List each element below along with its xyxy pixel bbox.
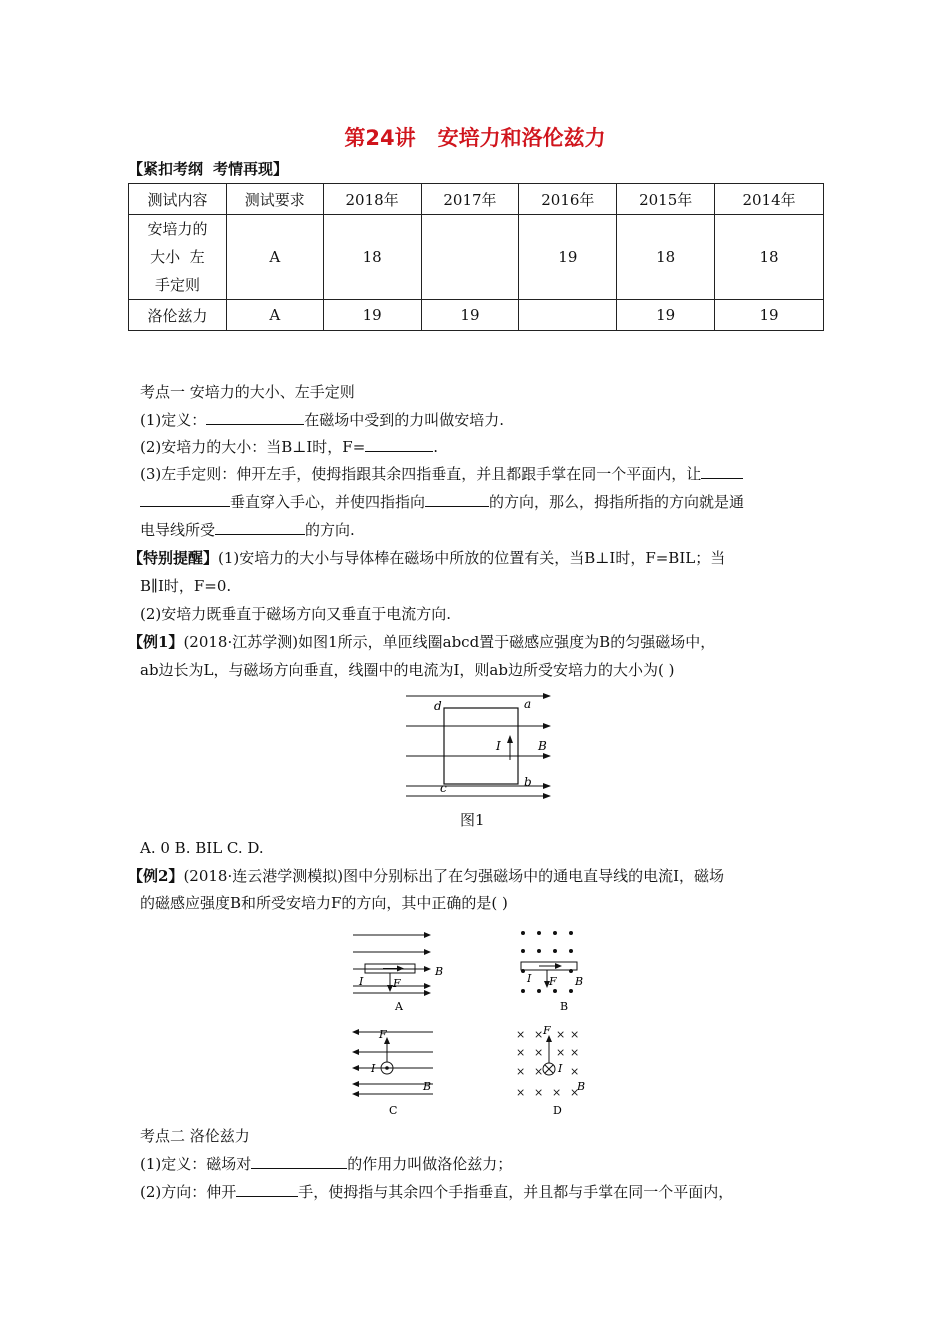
fill-blank[interactable] xyxy=(425,492,489,507)
label-I: I xyxy=(558,1062,563,1075)
tip-label: 【特别提醒】 xyxy=(128,549,219,567)
text: 垂直穿入手心，并使四指指向 xyxy=(230,493,426,511)
tip-line2: B∥I时，F=0. xyxy=(140,577,232,595)
tip-line3: (2)安培力既垂直于磁场方向又垂直于电流方向. xyxy=(140,605,452,623)
table-header: 测试内容 xyxy=(129,184,227,215)
panel-label: A xyxy=(395,1000,403,1013)
fill-blank[interactable] xyxy=(140,492,230,507)
kaodian2-direction xyxy=(140,1182,733,1202)
text: (1)安培力的大小与导体棒在磁场中所放的位置有关，当B⊥I时，F=BIL；当 xyxy=(218,549,726,567)
table-cell: 18 xyxy=(617,215,715,300)
table-cell: 19 xyxy=(323,300,421,331)
label-F: F xyxy=(379,1028,387,1041)
text: (3)左手定则：伸开左手，使拇指跟其余四指垂直，并且都跟手掌在同一个平面内，让 xyxy=(140,465,702,483)
fill-blank[interactable] xyxy=(236,1182,298,1197)
header-left: 【紧扣考纲 xyxy=(128,160,204,178)
label-I: I xyxy=(371,1062,376,1075)
table-header: 2014年 xyxy=(715,184,824,215)
table-cell xyxy=(129,215,227,300)
table-row xyxy=(129,215,824,300)
table-cell: A xyxy=(226,215,323,300)
label-F: F xyxy=(393,977,401,990)
example2-line2: 的磁感应强度B和所受安培力F的方向，其中正确的是( ) xyxy=(140,894,508,912)
table-cell: 洛伦兹力 xyxy=(129,300,227,331)
header-right: 考情再现】 xyxy=(213,160,289,178)
label-F: F xyxy=(549,975,557,988)
table-cell: 19 xyxy=(617,300,715,331)
table-row xyxy=(129,300,824,331)
text: (2)安培力的大小：当B⊥I时，F= xyxy=(140,438,366,456)
example1-line2: ab边长为L，与磁场方向垂直，线圈中的电流为I，则ab边所受安培力的大小为( ) xyxy=(140,661,675,679)
svg-text:×: × xyxy=(516,1086,526,1099)
cell-line: 安培力的 xyxy=(147,220,208,238)
example-label: 【例2】 xyxy=(128,867,184,885)
label-I: I xyxy=(496,739,501,753)
text: 手，使拇指与其余四个手指垂直，并且都与手掌在同一个平面内， xyxy=(298,1183,734,1201)
text: (1)定义：磁场对 xyxy=(140,1155,252,1173)
text: (1)定义： xyxy=(140,411,207,429)
label-I: I xyxy=(359,975,364,988)
text: (2018·连云港学测模拟)图中分别标出了在匀强磁场中的通电直导线的电流I，磁场 xyxy=(183,867,725,885)
panel-a-diagram xyxy=(345,925,455,1015)
kaodian1-rule-line3 xyxy=(140,520,355,540)
example-label: 【例1】 xyxy=(128,633,184,651)
text: 的方向. xyxy=(305,521,355,539)
table-header: 2017年 xyxy=(421,184,519,215)
table-cell: A xyxy=(226,300,323,331)
panel-label: B xyxy=(560,1000,569,1013)
coil-abcd xyxy=(444,708,518,784)
panel-label: D xyxy=(553,1104,562,1117)
svg-text:×: × xyxy=(516,1065,526,1078)
label-b: b xyxy=(524,775,532,789)
exam-table xyxy=(128,183,824,331)
svg-text:×: × xyxy=(570,1046,580,1059)
table-cell: 19 xyxy=(715,300,824,331)
label-B: B xyxy=(538,739,547,753)
svg-text:×: × xyxy=(516,1028,526,1041)
kaodian1-rule-line1 xyxy=(140,464,743,484)
svg-text:×: × xyxy=(552,1086,562,1099)
table-header: 2018年 xyxy=(323,184,421,215)
example2-line1 xyxy=(128,866,724,886)
table-cell xyxy=(519,300,617,331)
panel-b-diagram xyxy=(505,925,615,1015)
lecture-topic: 安培力和洛伦兹力 xyxy=(437,126,606,150)
fill-blank[interactable] xyxy=(215,520,305,535)
label-B: B xyxy=(423,1080,432,1093)
svg-text:×: × xyxy=(570,1028,580,1041)
label-F: F xyxy=(543,1024,551,1037)
fill-blank[interactable] xyxy=(206,410,304,425)
kaodian1-definition xyxy=(140,410,504,430)
text: 电导线所受 xyxy=(140,521,216,539)
label-a: a xyxy=(524,697,532,711)
label-B: B xyxy=(575,975,584,988)
kaodian2-definition xyxy=(140,1154,512,1174)
table-header: 测试要求 xyxy=(226,184,323,215)
example1-options: A. 0 B. BIL C. D. xyxy=(140,839,264,857)
lecture-title xyxy=(0,122,950,152)
text: . xyxy=(433,438,439,456)
svg-text:×: × xyxy=(556,1046,566,1059)
table-cell: 19 xyxy=(421,300,519,331)
label-d: d xyxy=(434,699,442,713)
kaodian1-rule-line2 xyxy=(140,492,744,512)
table-header: 2016年 xyxy=(519,184,617,215)
table-cell: 18 xyxy=(323,215,421,300)
figure1-coil-in-field xyxy=(400,690,560,806)
fill-blank[interactable] xyxy=(251,1154,347,1169)
svg-text:×: × xyxy=(570,1086,580,1099)
text: 的方向，那么，拇指所指的方向就是通 xyxy=(489,493,745,511)
svg-text:×: × xyxy=(556,1028,566,1041)
svg-text:×: × xyxy=(534,1086,544,1099)
cell-line: 手定则 xyxy=(154,276,200,294)
label-I: I xyxy=(527,972,532,985)
text: 在磁场中受到的力叫做安培力. xyxy=(304,411,505,429)
table-cell: 19 xyxy=(519,215,617,300)
label-B: B xyxy=(577,1080,586,1093)
svg-text:×: × xyxy=(570,1065,580,1078)
example1-line1 xyxy=(128,632,715,652)
svg-text:×: × xyxy=(534,1028,544,1041)
panel-c-diagram xyxy=(345,1020,455,1120)
text: (2)方向：伸开 xyxy=(140,1183,237,1201)
fill-blank[interactable] xyxy=(701,464,743,479)
panel-label: C xyxy=(389,1104,398,1117)
kaodian1-heading: 考点一 安培力的大小、左手定则 xyxy=(140,383,355,401)
table-cell: 18 xyxy=(715,215,824,300)
label-c: c xyxy=(440,781,447,795)
kaodian1-size xyxy=(140,437,438,457)
svg-text:×: × xyxy=(534,1046,544,1059)
cell-line: 大小 左 xyxy=(150,248,205,266)
table-header-row xyxy=(129,184,824,215)
fill-blank[interactable] xyxy=(365,437,433,452)
table-cell xyxy=(421,215,519,300)
label-B: B xyxy=(435,965,444,978)
tip-line1 xyxy=(128,548,725,568)
svg-text:×: × xyxy=(516,1046,526,1059)
figure1-caption: 图1 xyxy=(460,811,485,829)
svg-text:×: × xyxy=(534,1065,544,1078)
lecture-number: 第24讲 xyxy=(344,126,416,150)
kaodian2-heading: 考点二 洛伦兹力 xyxy=(140,1127,250,1145)
panel-d-diagram xyxy=(505,1020,615,1120)
table-header: 2015年 xyxy=(617,184,715,215)
text: (2018·江苏学测)如图1所示，单匝线圈abcd置于磁感应强度为B的匀强磁场中， xyxy=(183,633,716,651)
text: 的作用力叫做洛伦兹力； xyxy=(347,1155,513,1173)
section-header xyxy=(128,158,288,179)
